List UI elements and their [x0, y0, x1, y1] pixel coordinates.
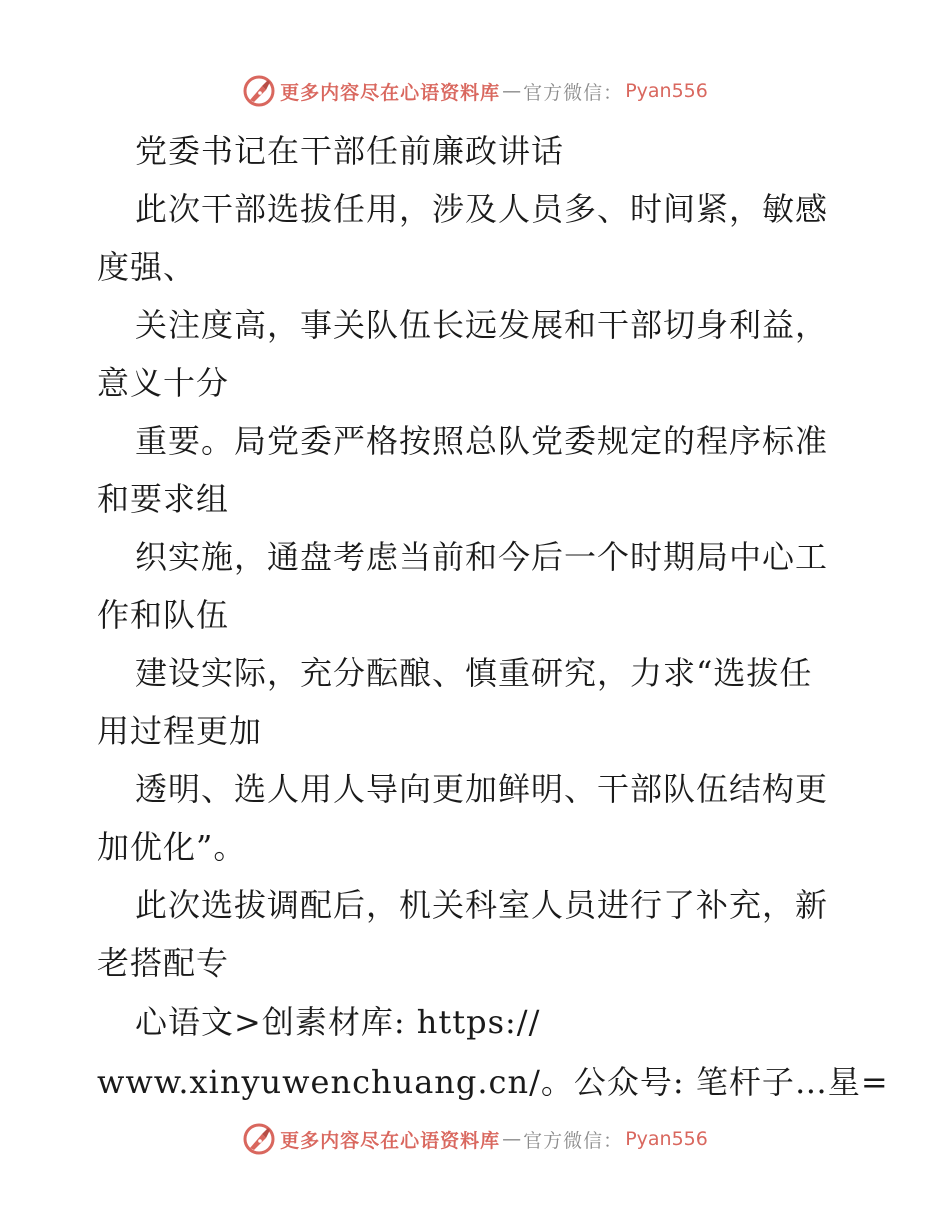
header-banner: [0, 66, 950, 116]
banner-site-text: 更多内容尽在心语资料库: [280, 1129, 501, 1152]
document-title: 党委书记在干部任前廉政讲话: [135, 132, 565, 170]
banner-wechat-label: 官方微信：: [523, 81, 624, 104]
banner-dash: —: [502, 1128, 522, 1150]
banner-wechat-label: 官方微信：: [523, 1129, 624, 1152]
banner-wechat-id: Pyan556: [625, 1128, 708, 1150]
pen-nib-logo-icon: [242, 74, 276, 108]
paragraph-line: 意义十分: [97, 364, 230, 402]
banner-site-text: 更多内容尽在心语资料库: [280, 81, 501, 104]
paragraph-line: 此次选拔调配后，机关科室人员进行了补充，新: [135, 886, 829, 924]
source-line: 心语文>创素材库: https://: [135, 1003, 541, 1041]
paragraph-line: 关注度高，事关队伍长远发展和干部切身利益，: [135, 306, 829, 344]
paragraph-line: 透明、选人用人导向更加鲜明、干部队伍结构更: [135, 770, 829, 808]
footer-banner: [0, 1114, 950, 1164]
paragraph-line: 此次干部选拔任用，涉及人员多、时间紧，敏感: [135, 190, 829, 228]
paragraph-line: 重要。局党委严格按照总队党委规定的程序标准: [135, 422, 829, 460]
pen-nib-logo-icon: [242, 1122, 276, 1156]
paragraph-line: 老搭配专: [97, 944, 230, 982]
paragraph-line: 用过程更加: [97, 712, 263, 750]
paragraph-line: 和要求组: [97, 480, 230, 518]
paragraph-line: 织实施，通盘考虑当前和今后一个时期局中心工: [135, 538, 829, 576]
paragraph-line: 建设实际，充分酝酿、慎重研究，力求“选拔任: [135, 654, 813, 692]
source-url-line: www.xinyuwenchuang.cn/。公众号: 笔杆子…星=: [97, 1063, 889, 1101]
paragraph-line: 作和队伍: [97, 596, 230, 634]
paragraph-line: 度强、: [97, 248, 197, 286]
banner-dash: —: [502, 80, 522, 102]
banner-wechat-id: Pyan556: [625, 80, 708, 102]
paragraph-line: 加优化”。: [97, 828, 247, 866]
